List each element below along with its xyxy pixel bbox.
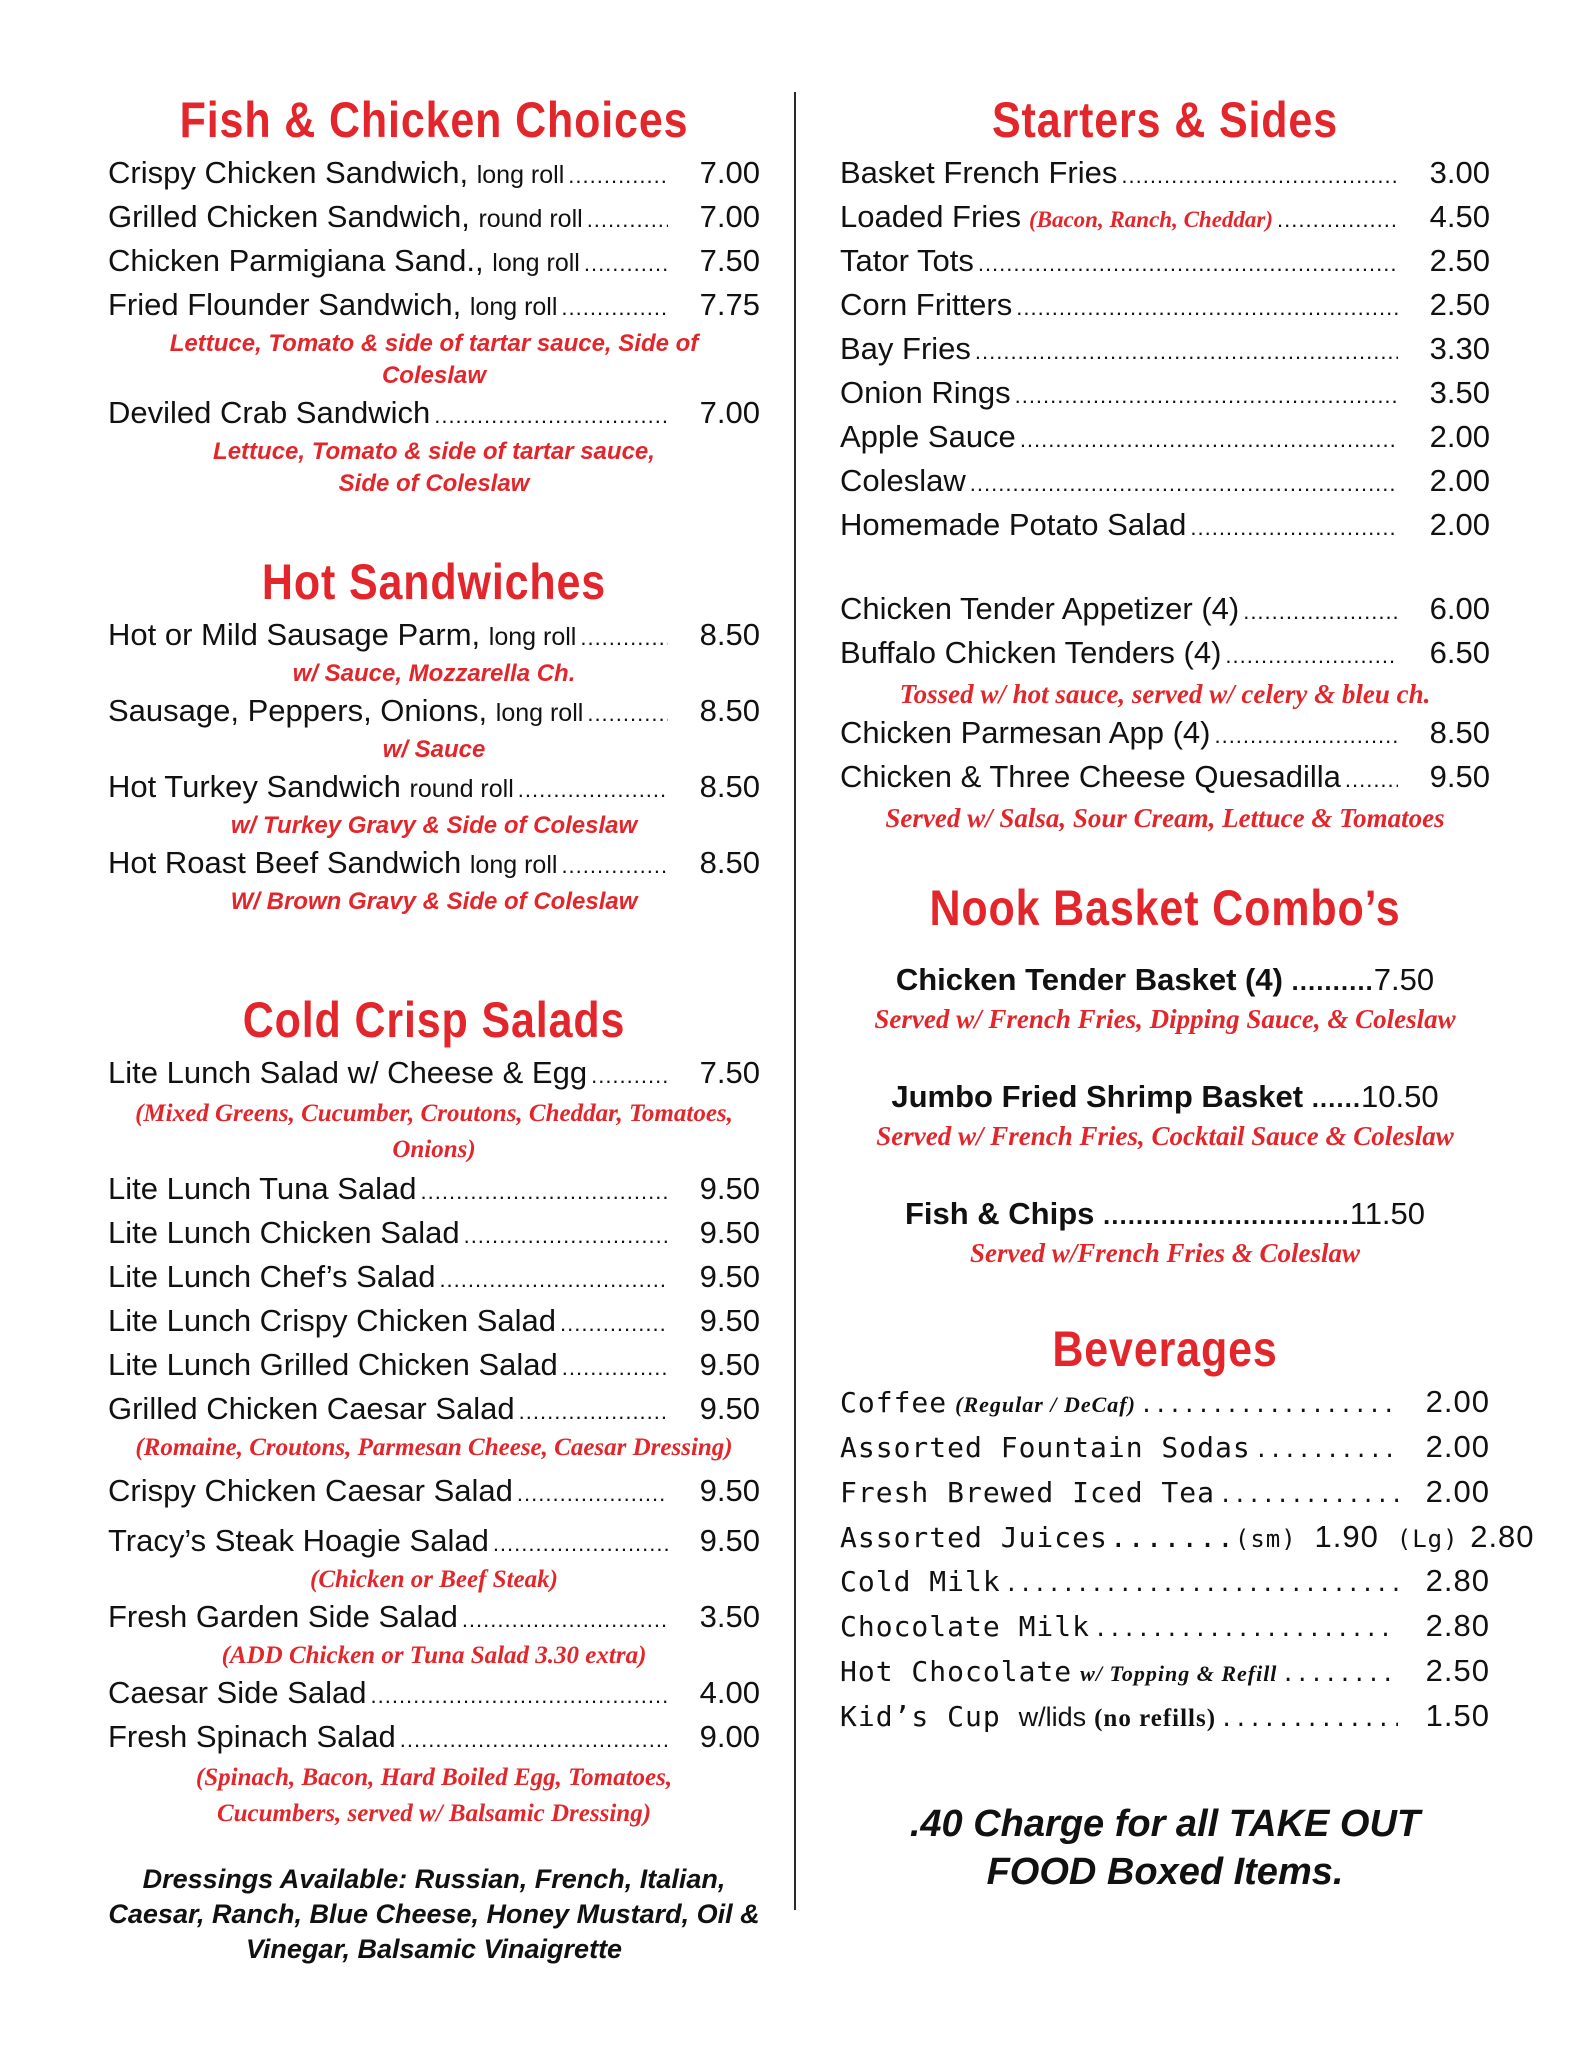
item-extra: (no refills): [1094, 1705, 1217, 1732]
item-price: 3.50: [699, 1599, 760, 1634]
menu-item: [840, 588, 1490, 632]
item-price: 7.50: [699, 1055, 760, 1090]
item-name: Chocolate Milk: [840, 1610, 1091, 1643]
menu-item: [108, 152, 760, 196]
menu-item: [840, 632, 1490, 676]
leader-dots: [517, 1470, 668, 1514]
item-price: 9.50: [699, 1303, 760, 1338]
item-price: 2.80: [1425, 1563, 1490, 1598]
menu-item: [840, 284, 1490, 328]
item-note: w/ Sauce: [382, 736, 486, 763]
item-extra: w/ Topping & Refill: [1080, 1661, 1278, 1686]
item-name: Lite Lunch Tuna Salad: [108, 1171, 417, 1206]
item-name: Lite Lunch Grilled Chicken Salad: [108, 1347, 558, 1382]
leader-dots: [568, 152, 668, 196]
salad-list: [108, 1052, 760, 1832]
item-price: 7.00: [699, 155, 760, 190]
item-price: 9.50: [699, 1171, 760, 1206]
item-name: Apple Sauce: [840, 419, 1016, 454]
item-price: 7.50: [699, 243, 760, 278]
item-price: 2.00: [1425, 1429, 1490, 1464]
menu-item: [840, 460, 1490, 504]
leader-dots: ..........: [1291, 966, 1374, 996]
leader-dots: [1277, 196, 1398, 240]
item-price: 3.30: [1429, 331, 1490, 366]
item-sub: long roll: [476, 161, 565, 189]
leader-dots: [434, 392, 668, 436]
menu-item: [108, 1256, 760, 1300]
leader-dots: [975, 328, 1398, 372]
menu-item: [108, 614, 760, 658]
leader-dots: [464, 1212, 668, 1256]
item-price: 9.50: [1429, 759, 1490, 794]
leader-dots: [371, 1672, 669, 1716]
item-name: Assorted Juices: [840, 1521, 1108, 1554]
leader-dots: ..............................: [1103, 1200, 1350, 1230]
item-price: 3.00: [1429, 155, 1490, 190]
beverage-list: [840, 1381, 1535, 1740]
leader-dots: [978, 240, 1398, 284]
menu-item: [840, 372, 1490, 416]
hot-sandwich-list: [108, 614, 760, 918]
item-sub: long roll: [492, 249, 580, 277]
item-extra: (Regular / DeCaf): [955, 1392, 1136, 1417]
item-name: Crispy Chicken Sandwich,: [108, 155, 469, 190]
item-price: 9.50: [699, 1473, 760, 1508]
menu-item: [108, 1596, 760, 1640]
menu-item: [108, 1212, 760, 1256]
item-name: Grilled Chicken Caesar Salad: [108, 1391, 515, 1426]
item-name: Lite Lunch Chef’s Salad: [108, 1259, 436, 1294]
item-name: Bay Fries: [840, 331, 971, 366]
menu-item: [108, 1716, 760, 1760]
item-name: Fresh Garden Side Salad: [108, 1599, 458, 1634]
item-note: (Spinach, Bacon, Hard Boiled Egg, Tomatoes, Cucumbers, served w/ Balsamic Dressing): [195, 1764, 673, 1827]
leader-dots: [561, 842, 668, 886]
item-price: 2.50: [1425, 1653, 1490, 1688]
item-name: Lite Lunch Chicken Salad: [108, 1215, 460, 1250]
menu-item: [108, 1300, 760, 1344]
item-name: Fresh Brewed Iced Tea: [840, 1476, 1216, 1509]
menu-item: [840, 1381, 1490, 1426]
combo-note: Served w/French Fries & Coleslaw: [969, 1238, 1361, 1268]
item-price: 7.00: [699, 199, 760, 234]
item-name: Homemade Potato Salad: [840, 507, 1187, 542]
item-note: Side of Coleslaw: [338, 470, 530, 497]
combo-item: [840, 960, 1490, 1037]
leader-dots: [561, 284, 668, 328]
item-price: 2.80: [1425, 1608, 1490, 1643]
item-name: Deviled Crab Sandwich: [108, 395, 431, 430]
menu-item: [840, 504, 1490, 548]
leader-dots: [1015, 372, 1398, 416]
leader-dots: [400, 1716, 668, 1760]
item-price: 2.00: [1429, 463, 1490, 498]
leader-dots: [1345, 756, 1398, 800]
item-sub: long roll: [469, 851, 558, 879]
item-name: Hot Roast Beef Sandwich: [108, 845, 462, 880]
leader-dots: [421, 1168, 668, 1212]
fish-chicken-list: [108, 152, 760, 500]
leader-dots: [1094, 1606, 1398, 1650]
item-name: Crispy Chicken Caesar Salad: [108, 1473, 513, 1508]
combo-note: Served w/ French Fries, Dipping Sauce, & Coleslaw: [874, 1004, 1456, 1034]
leader-dots: [493, 1520, 668, 1564]
leader-dots: [1281, 1651, 1398, 1695]
menu-item: Assorted Juices ....... (sm) 1.90 (Lg) 2.80: [840, 1516, 1490, 1560]
item-inline-note: (Bacon, Ranch, Cheddar): [1028, 207, 1274, 232]
item-name: Coleslaw: [840, 463, 966, 498]
item-size-label: (Lg): [1396, 1525, 1459, 1553]
item-price: 2.00: [1425, 1384, 1490, 1419]
combo-item: [840, 1077, 1490, 1154]
item-price: 8.50: [699, 693, 760, 728]
section-title-beverages: Beverages: [1052, 1321, 1278, 1377]
item-name: Fresh Spinach Salad: [108, 1719, 396, 1754]
item-price: 6.00: [1429, 591, 1490, 626]
combo-price: 10.50: [1361, 1079, 1439, 1114]
menu-item: [108, 1520, 760, 1564]
item-name: Assorted Fountain Sodas: [840, 1431, 1251, 1464]
item-name: Coffee: [840, 1386, 948, 1419]
item-name: Sausage, Peppers, Onions,: [108, 693, 488, 728]
combo-name: Jumbo Fried Shrimp Basket: [891, 1079, 1304, 1114]
menu-item: [840, 1695, 1490, 1740]
dressings-note: Dressings Available: Russian, French, Italian, Caesar, Ranch, Blue Cheese, Honey Mustard, Oil & Vinegar, Balsamic Vinaigrette: [108, 1864, 760, 1964]
menu-item: [840, 756, 1490, 800]
item-price: 7.75: [699, 287, 760, 322]
item-note: W/ Brown Gravy & Side of Coleslaw: [230, 888, 638, 915]
item-name: Corn Fritters: [840, 287, 1013, 322]
item-name: Fried Flounder Sandwich,: [108, 287, 462, 322]
leader-dots: [1140, 1382, 1398, 1426]
menu-item: [840, 328, 1490, 372]
menu-item: [840, 1650, 1490, 1695]
item-name: Cold Milk: [840, 1565, 1001, 1598]
item-note: (ADD Chicken or Tuna Salad 3.30 extra): [221, 1642, 647, 1669]
menu-item: [108, 1344, 760, 1388]
item-name: Chicken Parmigiana Sand.,: [108, 243, 484, 278]
section-title-basket-combos: Nook Basket Combo’s: [929, 880, 1401, 936]
item-note: (Mixed Greens, Cucumber, Croutons, Cheddar, Tomatoes, Onions): [135, 1100, 733, 1163]
item-price: 1.50: [1425, 1698, 1490, 1733]
item-note: Lettuce, Tomato & side of tartar sauce, Side of Coleslaw: [169, 330, 699, 389]
item-name: Tracy’s Steak Hoagie Salad: [108, 1523, 489, 1558]
menu-item: [108, 284, 760, 328]
item-name: Hot Chocolate: [840, 1655, 1073, 1688]
menu-item: [840, 196, 1490, 240]
item-name: Chicken Tender Appetizer (4): [840, 591, 1240, 626]
menu-item: [840, 152, 1490, 196]
item-name: Caesar Side Salad: [108, 1675, 367, 1710]
section-title-hot-sandwiches: Hot Sandwiches: [261, 554, 607, 610]
item-name: Basket French Fries: [840, 155, 1118, 190]
item-size-price: 1.90: [1314, 1519, 1379, 1554]
item-price: 4.00: [699, 1675, 760, 1710]
item-price: 2.00: [1429, 507, 1490, 542]
leader-dots: [587, 690, 668, 734]
leader-dots: [518, 766, 668, 810]
menu-item: [840, 240, 1490, 284]
leader-dots: [562, 1344, 668, 1388]
leader-dots: [1243, 588, 1398, 632]
starters-list: [840, 152, 1490, 836]
menu-item: [108, 766, 760, 810]
leader-dots: [519, 1388, 668, 1432]
item-price: 9.50: [699, 1523, 760, 1558]
menu-item: [840, 1605, 1490, 1650]
item-sub: long roll: [488, 623, 577, 651]
item-note: w/ Turkey Gravy & Side of Coleslaw: [230, 812, 638, 839]
leader-dots: [1020, 416, 1398, 460]
leader-dots: [1219, 1472, 1398, 1516]
item-name: Onion Rings: [840, 375, 1011, 410]
item-price: 9.50: [699, 1215, 760, 1250]
combo-price: 11.50: [1349, 1196, 1426, 1231]
leader-dots: [560, 1300, 668, 1344]
leader-dots: [1005, 1561, 1398, 1605]
menu-item: [108, 1470, 760, 1514]
item-price: 6.50: [1429, 635, 1490, 670]
item-name: Lite Lunch Salad w/ Cheese & Egg: [108, 1055, 588, 1090]
menu-item: [108, 392, 760, 436]
item-name: Lite Lunch Crispy Chicken Salad: [108, 1303, 557, 1338]
item-price: 4.50: [1429, 199, 1490, 234]
combo-list: [840, 960, 1490, 1271]
right-column: [840, 88, 1535, 1896]
menu-item: [108, 842, 760, 886]
item-name: Buffalo Chicken Tenders (4): [840, 635, 1222, 670]
leader-dots: [1214, 712, 1398, 756]
item-sub: long roll: [469, 293, 558, 321]
menu-item: [840, 416, 1490, 460]
item-price: 2.50: [1429, 243, 1490, 278]
item-price: 2.00: [1425, 1474, 1490, 1509]
combo-name: Fish & Chips: [904, 1196, 1095, 1231]
item-note: Served w/ Salsa, Sour Cream, Lettuce & Tomatoes: [885, 803, 1445, 833]
item-price: 2.50: [1429, 287, 1490, 322]
menu-item: [840, 712, 1490, 756]
item-note: Lettuce, Tomato & side of tartar sauce,: [213, 438, 655, 465]
leader-dots: [587, 196, 668, 240]
menu-item: [108, 1052, 760, 1096]
leader-dots: [1121, 152, 1398, 196]
item-note: (Chicken or Beef Steak): [310, 1566, 558, 1593]
item-note: Tossed w/ hot sauce, served w/ celery & bleu ch.: [899, 679, 1431, 709]
leader-dots: [1190, 504, 1398, 548]
leader-dots: [1220, 1696, 1398, 1740]
item-price: 2.00: [1429, 419, 1490, 454]
item-sub: long roll: [495, 699, 584, 727]
item-price: 8.50: [699, 769, 760, 804]
item-name: Grilled Chicken Sandwich,: [108, 199, 470, 234]
item-size-label: (sm): [1234, 1525, 1297, 1553]
combo-note: Served w/ French Fries, Cocktail Sauce & Coleslaw: [876, 1121, 1454, 1151]
item-sub: round roll: [478, 205, 583, 233]
item-name: Kid’s Cup: [840, 1700, 1001, 1733]
menu-item: [840, 1471, 1490, 1516]
leader-dots: [1225, 632, 1398, 676]
item-price: 8.50: [699, 845, 760, 880]
item-name: Chicken & Three Cheese Quesadilla: [840, 759, 1341, 794]
item-price: 9.50: [699, 1347, 760, 1382]
leader-dots: [462, 1596, 668, 1640]
section-title-starters-sides: Starters & Sides: [992, 92, 1338, 148]
menu-item: [108, 690, 760, 734]
item-name: Tator Tots: [840, 243, 974, 278]
menu-item: [108, 196, 760, 240]
takeout-charge-note: .40 Charge for all TAKE OUT FOOD Boxed Items.: [909, 1803, 1421, 1893]
item-name: Hot or Mild Sausage Parm,: [108, 617, 481, 652]
section-title-cold-salads: Cold Crisp Salads: [242, 992, 626, 1048]
menu-item: [108, 1168, 760, 1212]
leader-dots: [1255, 1427, 1398, 1471]
item-price: 8.50: [1429, 715, 1490, 750]
item-price: 9.50: [699, 1259, 760, 1294]
item-price: 3.50: [1429, 375, 1490, 410]
item-price: 9.50: [699, 1391, 760, 1426]
combo-name: Chicken Tender Basket (4): [895, 962, 1283, 997]
section-title-fish-chicken: Fish & Chicken Choices: [179, 92, 689, 148]
item-name: Hot Turkey Sandwich: [108, 769, 401, 804]
item-price: 8.50: [699, 617, 760, 652]
menu-item: [108, 1672, 760, 1716]
leader-dots: [580, 614, 668, 658]
leader-dots: [591, 1052, 668, 1096]
menu-item: [840, 1560, 1490, 1605]
item-note: w/ Sauce, Mozzarella Ch.: [292, 660, 576, 687]
item-sub: w/lids: [1018, 1702, 1087, 1732]
item-sub: round roll: [409, 775, 514, 803]
combo-item: [840, 1194, 1490, 1271]
item-price: 7.00: [699, 395, 760, 430]
leader-dots: ......: [1311, 1083, 1362, 1113]
item-price: 9.00: [699, 1719, 760, 1754]
item-name: Loaded Fries: [840, 199, 1021, 234]
leader-dots: [439, 1256, 668, 1300]
combo-price: 7.50: [1373, 962, 1435, 997]
left-column: [108, 88, 760, 1967]
item-name: Chicken Parmesan App (4): [840, 715, 1211, 750]
leader-dots: [584, 240, 668, 284]
menu-item: [840, 1426, 1490, 1471]
menu-item: [108, 240, 760, 284]
column-divider: [794, 92, 796, 1910]
leader-dots: [970, 460, 1398, 504]
item-note: (Romaine, Croutons, Parmesan Cheese, Caesar Dressing): [135, 1434, 733, 1461]
menu-item: [108, 1388, 760, 1432]
item-price: 2.80: [1470, 1519, 1535, 1554]
leader-dots: [1016, 284, 1398, 328]
